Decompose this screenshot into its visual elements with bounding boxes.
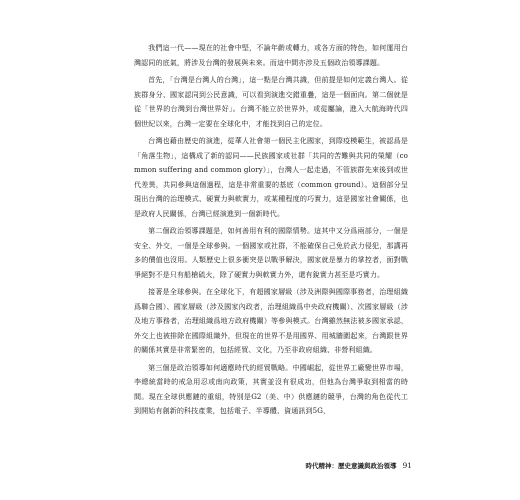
running-title: 時代精神：歷史意識與政治領導 — [305, 461, 397, 470]
page-footer — [305, 459, 412, 471]
page-number: 91 — [402, 460, 412, 470]
paragraph-3: 台灣也藉由歷史的演進，從華人社會第一個民主化國家，到際疫模範生，被認爲是「角落生物」，這構成了新的認同——民族國家或社群「共同的苦難與共同的榮耀（common suffering and common glory）」，台灣人一起走過，不管族群先來後到或世代差異，共同參與這個過程，這是非常重要的基底（common ground）。這個部分呈現出台灣的治理模式、硬實力與軟實力，或某種程度的巧實力，這是國家社會關係，也是政府人民關係，台灣已經演進到一個新時代。 — [134, 136, 408, 218]
body-text — [134, 41, 408, 422]
paragraph-4: 第二個政治領導課題是，如何善用有利的國際情勢。這其中又分爲兩部分，一個是安全、外交，一個是全球參與。一個國家或社群，不能確保自己免於武力侵犯，那講再多的價值也沒用。人類歷史上很多衝突是以戰爭解決，國家就是暴力的掌控者，面對戰爭絕對不是只有船槍硫火，除了硬實力與軟實力外，還有銳實力甚至是巧實力。 — [134, 226, 408, 279]
paragraph-5: 接著是全球參與。在全球化下，有超國家層級（涉及洲際與國際事務者，治理組織爲聯合國）、國家層級（涉及國家內政者，治理組織爲中央政府機關）、次國家層級（涉及地方事務者，治理組織爲地方政府機關）等參與模式。台灣雖然無法被多國家承認，外交上也被排除在國際組織外，但現在的世界不是用國界、用城牆圍起來，台灣跟世界的關係其實是非常緊密的，包括經貿、文化，乃至非政府組織、非營利組織。 — [134, 287, 408, 354]
paragraph-1: 我們這一代——現在的社會中堅，不論年齡或轉力，或各方面的特色，如何運用台灣認同的底氣，將涉及台灣的發展與未來。而這中間亦涉及五個政治領導課題。 — [134, 43, 408, 67]
paragraph-6: 第三個是政治領導如何適應時代的經貿戰略。中國崛起，從世界工廠變世界市場，李總統當時的戒急用忍或南向政策，其實並沒有很成功，但他為台灣爭取到相當的時間。現在全球供應鏈的重組，特別是G2（美、中）供應鏈的競爭，台灣的角色從代工到開始有創新的科技產業，包括電子、半導體、資通訊到5G， — [134, 362, 408, 415]
paragraph-2: 首先，「台灣是台灣人的台灣」，這一點是台灣共識，但前提是如何定義台灣人。從族群身分、國家認同到公民意識，可以看到演進交錯重疊，這是一個面向。第二個就是從「世界的台灣到台灣世界好」。台灣不能立於世界外，或從屬論，進入大航海時代四個世紀以來，台灣一定要在全球化中，才能找到自己的定位。 — [134, 75, 408, 128]
